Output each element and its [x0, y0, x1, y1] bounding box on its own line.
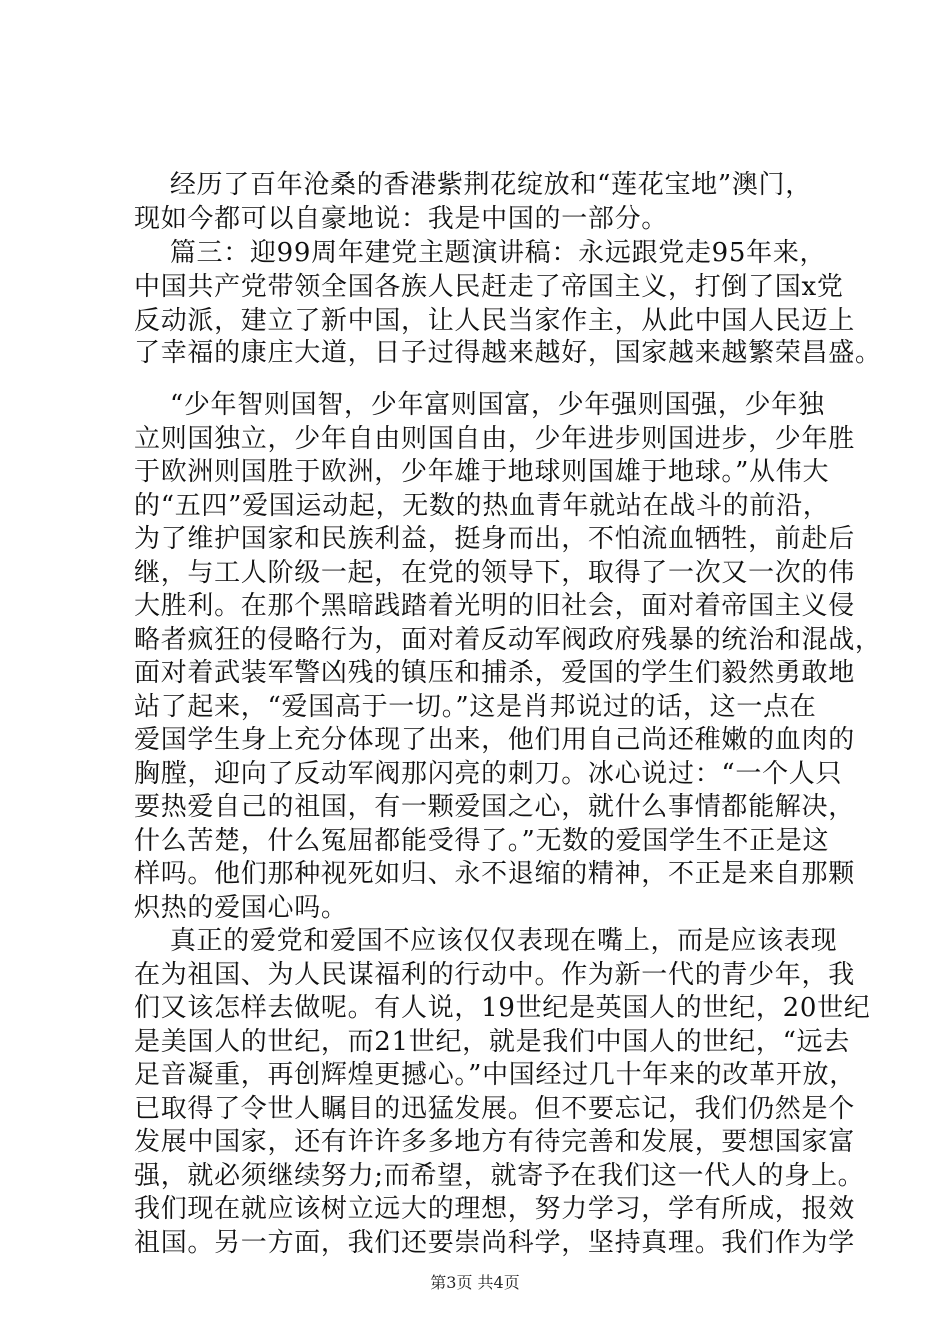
text-line: 已取得了令世人瞩目的迅猛发展。但不要忘记，我们仍然是个: [134, 1094, 855, 1124]
text-line: 于欧洲则国胜于欧洲，少年雄于地球则国雄于地球。”从伟大: [134, 457, 830, 487]
text-line: 大胜利。在那个黑暗践踏着光明的旧社会，面对着帝国主义侵: [134, 591, 855, 621]
text-line: 经历了百年沧桑的香港紫荆花绽放和“莲花宝地”澳门，: [134, 170, 812, 200]
text-line: 炽热的爱国心吗。: [134, 893, 348, 923]
page-footer: 第3页 共4页: [430, 1273, 520, 1292]
text-line: 们又该怎样去做呢。有人说，19世纪是英国人的世纪，20世纪: [134, 993, 871, 1023]
text-line: 了幸福的康庄大道，日子过得越来越好，国家越来越繁荣昌盛。: [134, 338, 882, 368]
text-line: 爱国学生身上充分体现了出来，他们用自己尚还稚嫩的血肉的: [134, 725, 855, 755]
text-line: 略者疯狂的侵略行为，面对着反动军阀政府残暴的统治和混战，: [134, 625, 882, 655]
text-line: 样吗。他们那种视死如归、永不退缩的精神，不正是来自那颗: [134, 859, 855, 889]
text-line: 中国共产党带领全国各族人民赶走了帝国主义，打倒了国x党: [134, 272, 844, 302]
text-line: 为了维护国家和民族利益，挺身而出，不怕流血牺牲，前赴后: [134, 524, 855, 554]
text-line: 立则国独立，少年自由则国自由，少年进步则国进步，少年胜: [134, 424, 855, 454]
text-line: 胸膛，迎向了反动军阀那闪亮的刺刀。冰心说过：“一个人只: [134, 759, 843, 789]
text-line: 发展中国家，还有许许多多地方有待完善和发展，要想国家富: [134, 1127, 855, 1157]
text-line: “少年智则国智，少年富则国富，少年强则国强，少年独: [134, 390, 825, 420]
text-line: 站了起来，“爱国高于一切。”这是肖邦说过的话，这一点在: [134, 692, 817, 722]
text-line: 是美国人的世纪，而21世纪，就是我们中国人的世纪，“远去: [134, 1027, 850, 1057]
text-line: 什么苦楚，什么冤屈都能受得了。”无数的爱国学生不正是这: [134, 826, 830, 856]
text-line: 足音凝重，再创辉煌更撼心。”中国经过几十年来的改革开放，: [134, 1060, 856, 1090]
text-line: 我们现在就应该树立远大的理想，努力学习，学有所成，报效: [134, 1194, 855, 1224]
text-line: 反动派，建立了新中国，让人民当家作主，从此中国人民迈上: [134, 306, 855, 336]
text-line: 在为祖国、为人民谋福利的行动中。作为新一代的青少年，我: [134, 960, 855, 990]
text-line: 现如今都可以自豪地说：我是中国的一部分。: [134, 204, 669, 234]
text-line: 强，就必须继续努力;而希望，就寄予在我们这一代人的身上。: [134, 1161, 865, 1191]
text-line: 的“五四”爱国运动起，无数的热血青年就站在战斗的前沿，: [134, 491, 830, 521]
text-line: 祖国。另一方面，我们还要崇尚科学，坚持真理。我们作为学: [134, 1228, 855, 1258]
text-line: 篇三：迎99周年建党主题演讲稿：永远跟党走95年来，: [134, 238, 827, 268]
text-line: 要热爱自己的祖国，有一颗爱国之心，就什么事情都能解决，: [134, 792, 855, 822]
text-line: 面对着武装军警凶残的镇压和捕杀，爱国的学生们毅然勇敢地: [134, 658, 855, 688]
text-line: 真正的爱党和爱国不应该仅仅表现在嘴上，而是应该表现: [134, 926, 838, 956]
text-line: 继，与工人阶级一起，在党的领导下，取得了一次又一次的伟: [134, 558, 855, 588]
